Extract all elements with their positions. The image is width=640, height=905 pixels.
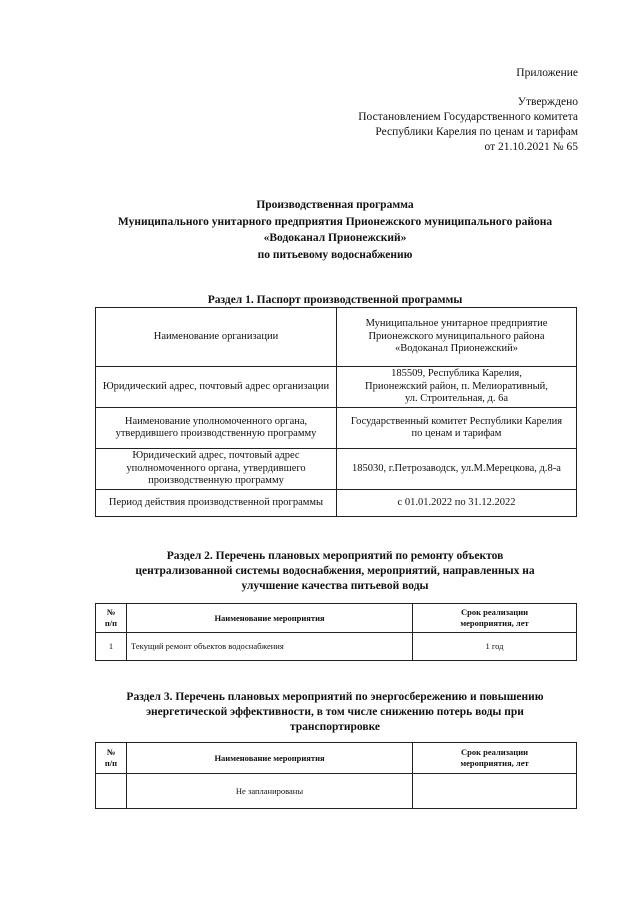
section1-title: Раздел 1. Паспорт производственной программы [207,294,463,306]
value-line: по ценам и тарифам [411,428,502,439]
section3-table [95,742,577,809]
passport-label: Юридический адрес, почтовый адрес организации [96,367,337,408]
value-line: Муниципальное унитарное предприятие [365,318,548,330]
col-name-header: Наименование мероприятия [127,743,413,774]
col-term-line1: Срок реализации [461,607,528,617]
value-line: 185509, Республика Карелия, [391,368,522,380]
col-term-line2: мероприятия, лет [460,618,529,628]
col-num-line1: № [106,747,116,757]
passport-label: Период действия производственной программы [96,490,337,517]
col-num-line1: № [106,607,116,617]
section2-title-line1: Раздел 2. Перечень плановых мероприятий по ремонту объектов [166,550,504,562]
col-term-line2: мероприятия, лет [460,758,529,768]
table-row [96,633,577,661]
value-line: 185030, г.Петрозаводск, ул.М.Мерецкова, д.8-а [352,462,561,474]
table-header-row [96,743,577,774]
title-line1: Производственная программа [256,199,414,211]
section3-title [70,690,600,735]
approved-label: Утверждено [517,96,578,108]
passport-value [337,408,577,449]
row-num [96,774,127,809]
row-name: Текущий ремонт объектов водоснабжения [127,633,413,661]
row-term [413,774,577,809]
appendix-label: Приложение [516,67,578,79]
passport-row [96,308,577,367]
row-num: 1 [96,633,127,661]
col-num-line2: п/п [104,618,118,628]
passport-label: Наименование уполномоченного органа, утвердившего производственную программу [96,408,337,449]
value-line: ул. Строительная, д. 6а [404,393,509,405]
passport-value [337,308,577,367]
passport-row [96,408,577,449]
col-num-header [96,743,127,774]
value-line: Прионежский район, п. Мелиоративный, [365,380,548,392]
section2-title-line3: улучшение качества питьевой воды [241,580,429,592]
passport-row [96,490,577,517]
value-line: Прионежского муниципального района [368,330,545,342]
passport-value [337,367,577,408]
section3-title-line1: Раздел 3. Перечень плановых мероприятий по энергосбережению и повышению [126,691,544,703]
row-name: Не запланированы [127,774,413,809]
col-num-line2: п/п [104,758,118,768]
section2-title-line2: централизованной системы водоснабжения, мероприятий, направленных на [135,565,535,577]
approved-by-line2: Республики Карелия по ценам и тарифам [375,126,578,138]
row-term: 1 год [413,633,577,661]
table-header-row [96,604,577,633]
value-line: «Водоканал Прионежский» [395,343,518,355]
title-line4: по питьевому водоснабжению [257,248,413,261]
passport-row [96,367,577,408]
col-num-header [96,604,127,633]
col-term-header [413,604,577,633]
passport-value [337,490,577,517]
col-name-header: Наименование мероприятия [127,604,413,633]
value-line: Государственный комитет Республики Карелия [350,415,563,427]
section3-title-line2: энергетической эффективности, в том числе снижению потерь воды при [146,706,524,718]
table-row [96,774,577,809]
approved-by-line1: Постановлением Государственного комитета [358,111,578,123]
section2-title [70,549,600,594]
col-term-header [413,743,577,774]
title-line2: Муниципального унитарного предприятия Прионежского муниципального района [117,215,553,228]
approved-date: от 21.10.2021 № 65 [484,141,578,153]
col-term-line1: Срок реализации [461,747,528,757]
passport-label: Наименование организации [96,308,337,367]
value-line: с 01.01.2022 по 31.12.2022 [397,496,516,508]
approval-block [358,66,578,155]
section2-table [95,603,577,661]
section3-title-line3: транспортировке [289,721,381,733]
passport-row [96,449,577,490]
document-title [70,197,600,263]
passport-label: Юридический адрес, почтовый адрес уполномоченного органа, утвердившего производственную программу [96,449,337,490]
title-line3: «Водоканал Прионежский» [263,232,407,244]
passport-value [337,449,577,490]
passport-table [95,307,577,517]
